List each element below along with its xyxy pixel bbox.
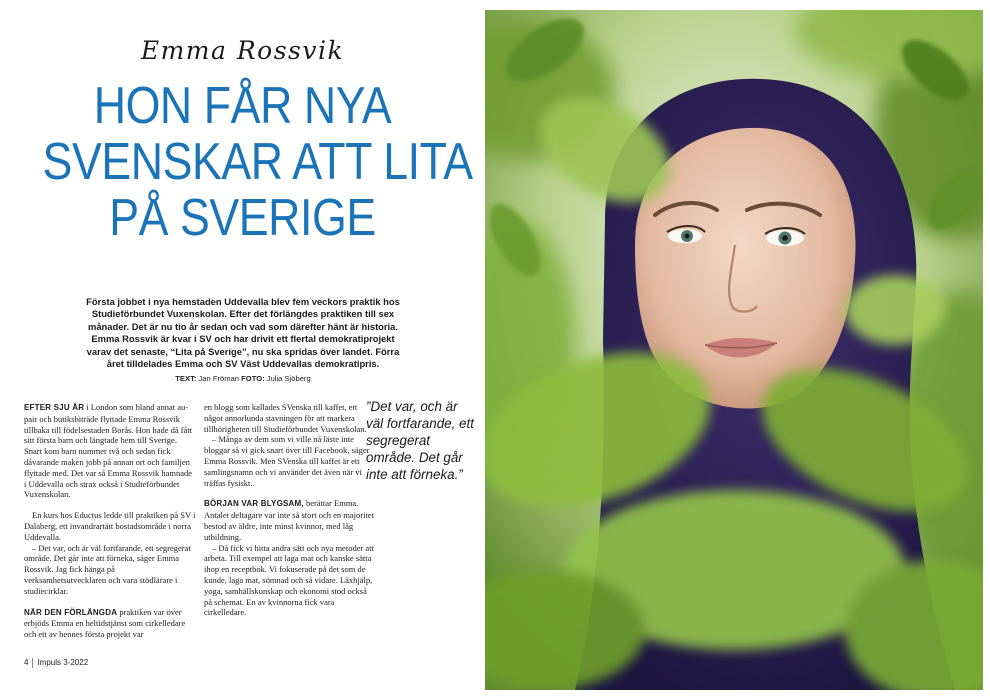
paragraph-lead: BÖRJAN VAR BLYGSAM,: [204, 499, 304, 509]
paragraph: [204, 498, 376, 542]
body-column-1: [24, 402, 196, 650]
left-page: [0, 0, 485, 700]
headline: [42, 77, 473, 247]
folio: [24, 658, 88, 668]
person-name: Emma Rossvik: [140, 36, 345, 65]
paragraph: En kurs hos Eductus ledde till praktiken på SV i Dalaberg, ett invandrartätt bostadsområde i norra Uddevalla.: [24, 510, 196, 542]
photo-credit-label: FOTO:: [241, 374, 265, 383]
headline-line-3: PÅ SVERIGE: [109, 189, 376, 247]
headline-line-2: SVENSKAR ATT LITA: [42, 133, 473, 191]
paragraph-lead: NÄR DEN FÖRLÄNGDA: [24, 607, 118, 617]
page-number: 4: [24, 658, 29, 668]
paragraph-text: i London som bland annat au-pair och butiksbiträde flyttade Emma Rossvik tillbaka till födelsestaden Borås. Hon hade då fått sitt första barn och längtade hem till Sverige. Snart kom barn nummer två och sedan fick dåvarande maken jobb på annan ort och familjen flyttade med. Det var så Emma Rossvik hamnade i Uddevalla och strax också i Studieförbundet Vuxenskolan.: [24, 402, 193, 500]
text-credit-author: Jan Fröman: [198, 374, 240, 383]
paragraph: – Det var, och är väl fortfarande, ett segregerat område. Det går inte att förneka, säger Emma Rossvik. Jag fick hänga på verksamhetsutvecklaren och vara stödlärare i studiecirklar.: [24, 542, 191, 596]
body-column-2: [204, 402, 376, 628]
text-credit-label: TEXT:: [175, 374, 197, 383]
paragraph: en blogg som kallades SVenska till kaffet, ett något annorlunda stavningen för att markera tillhörigheten till Studieförbundet Vuxenskolan.: [204, 402, 367, 434]
folio-divider: [32, 658, 33, 668]
photo-credit-author: Julia Sjöberg: [266, 374, 311, 383]
portrait-photo: [485, 10, 983, 690]
paragraph: – Då fick vi hitta andra sätt och nya metoder att arbeta. Till exempel att laga mat och kanske sätta ihop en receptbok. Vi fokuserade på det som de kunde, laga mat, sömnad och så vidare. Läxhjälp, yoga, samhällskunskap och ekonomi stod också på schemat. En av kvinnorna fick vara cirkelledare.: [204, 542, 374, 618]
paragraph: [24, 607, 196, 640]
paragraph-lead: EFTER SJU ÅR: [24, 403, 85, 412]
paragraph: [24, 402, 196, 500]
ingress: Första jobbet i nya hemstaden Uddevalla blev fem veckors praktik hos Studieförbundet Vuxenskolan. Efter det förlängdes praktiken till sex månader. Det är nu tio år sedan och vad som därefter hänt är historia. Emma Rossvik är kvar i SV och har drivit ett flertal demokratiprojekt varav det senaste, “Lita på Sverige”, nu ska spridas över landet. Förra året tilldelades Emma och SV Väst Uddevallas demokratipris.: [86, 296, 400, 370]
paragraph-text: berättar Emma. Antalet deltagare var inte så stort och en majoritet bestod av äldre, inte minst kvinnor, med låg utbildning.: [204, 498, 374, 542]
credits: [78, 374, 408, 383]
paragraph: – Många av dem som vi ville nå läste inte bloggar så vi gick snart över till Facebook, säger Emma Rossvik. Men SVenska till kaffet är ett samlingsnamn och vi använder det även när vi träffas fysiskt.: [204, 434, 370, 488]
portrait-illustration: [485, 10, 983, 690]
headline-line-1: HON FÅR NYA: [93, 77, 392, 135]
issue-label: Impuls 3-2022: [37, 658, 89, 668]
pull-quote: ”Det var, och är väl fortfarande, ett segregerat område. Det går inte att förneka.”: [366, 399, 474, 482]
paragraph-text: praktiken var över erbjöds Emma en heltidstjänst som cirkelledare och ett av hennes första projekt var: [24, 606, 186, 640]
